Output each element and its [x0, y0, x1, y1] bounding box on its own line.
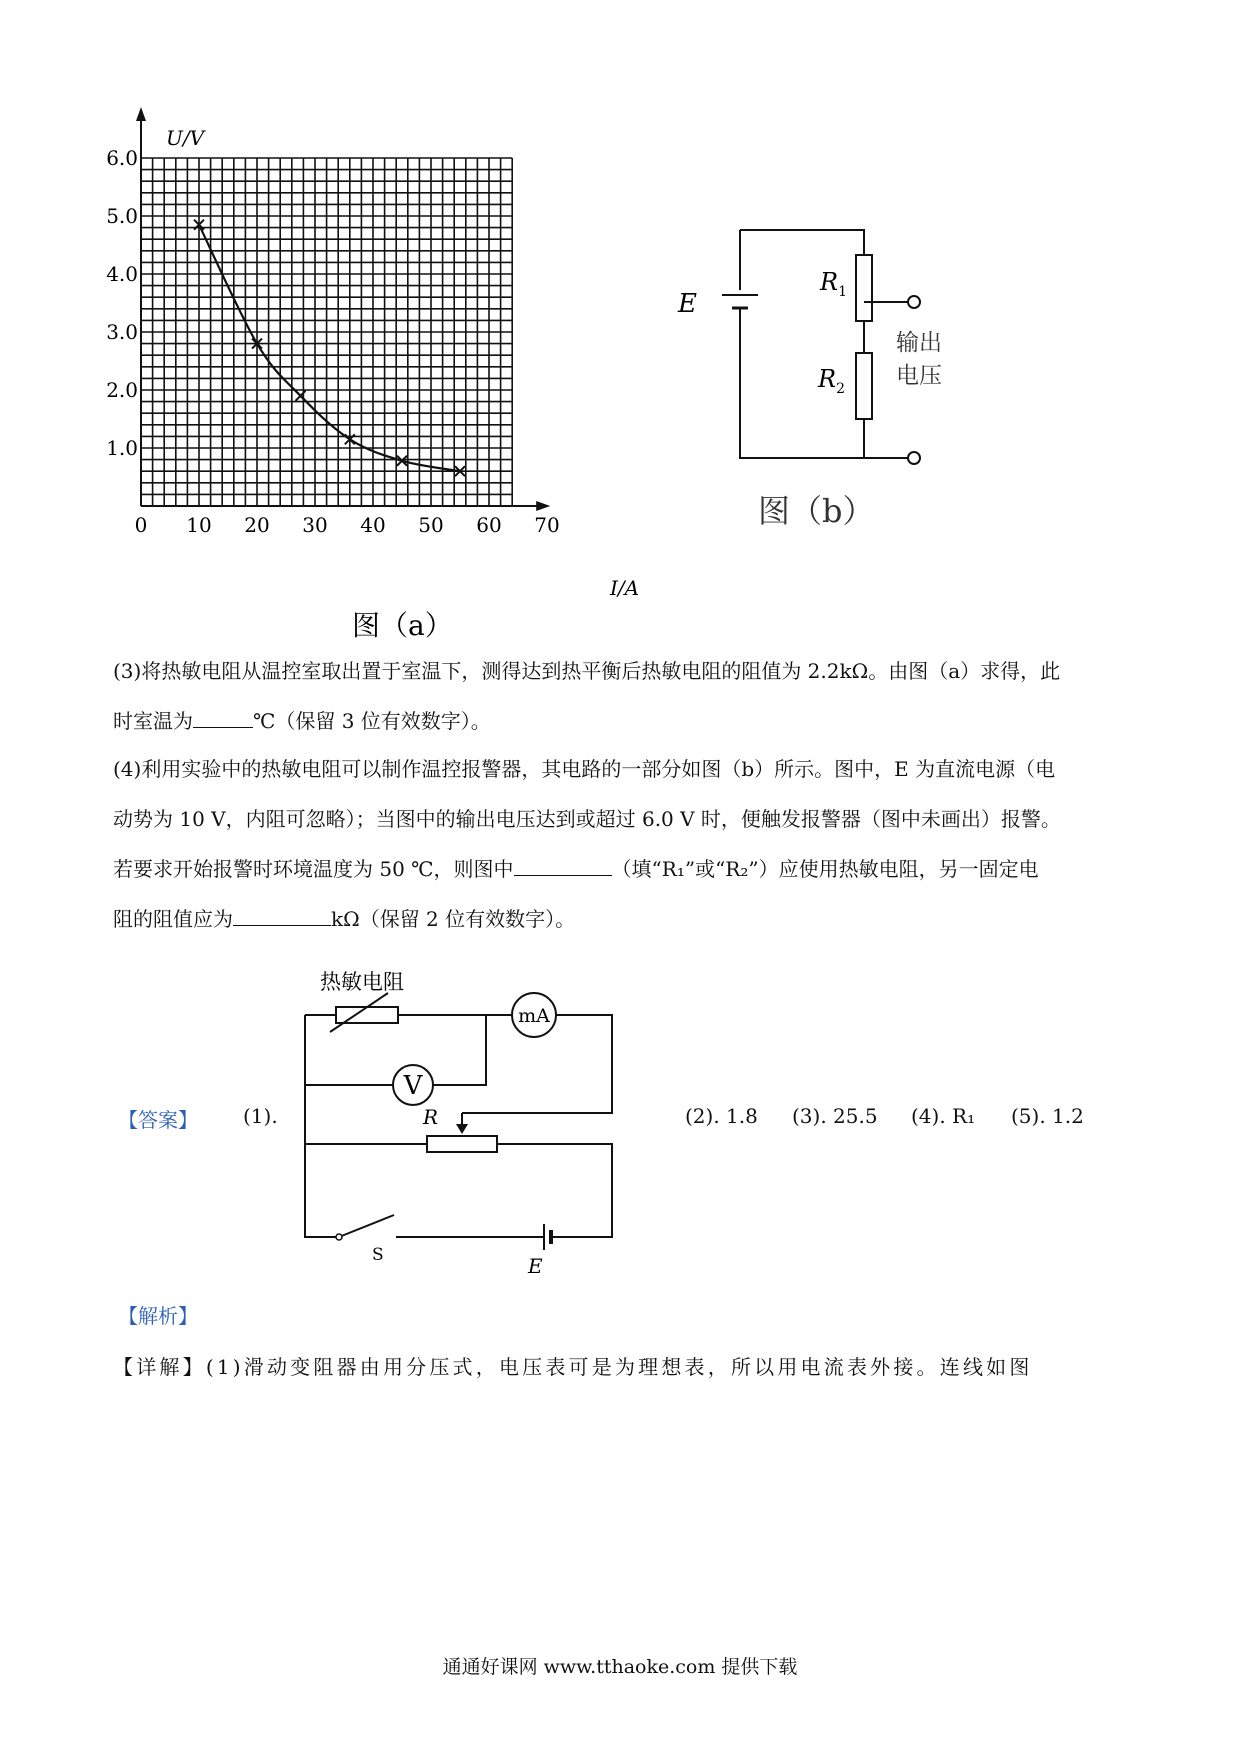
answer-item-2: (2). 1.8 — [685, 1104, 758, 1128]
x-tick-label: 50 — [418, 513, 444, 537]
x-tick-label: 70 — [534, 513, 560, 537]
y-tick-label: 5.0 — [106, 204, 138, 228]
output-label-line2: 电压 — [896, 363, 942, 389]
answer-item-5: (5). 1.2 — [1011, 1104, 1084, 1128]
rheostat — [427, 1136, 497, 1152]
r2-resistor — [856, 353, 872, 419]
switch-blade — [339, 1215, 394, 1237]
detail-text: (1)滑动变阻器由用分压式，电压表可是为理想表，所以用电流表外接。连线如图 — [205, 1355, 1033, 1379]
switch-label: S — [372, 1245, 384, 1265]
question-4-line3: 若要求开始报警时环境温度为 50 ℃，则图中 （填“R₁”或“R₂”）应使用热敏电阻，另一固定电 — [113, 857, 1039, 881]
r1-label: $R_1$ — [820, 268, 847, 300]
r1-resistor — [856, 255, 872, 321]
answer-tag: 【答案】 — [118, 1108, 198, 1132]
x-axis-arrow — [536, 501, 550, 511]
detail-tag: 【详解】 — [113, 1355, 206, 1379]
figure-b-circuit — [670, 200, 970, 540]
y-tick-label: 1.0 — [106, 436, 138, 460]
output-terminal-top — [908, 296, 920, 308]
question-3-line2: 时室温为 ℃（保留 3 位有效数字）。 — [113, 709, 491, 733]
analysis-tag: 【解析】 — [118, 1304, 198, 1328]
y-tick-label: 3.0 — [106, 320, 138, 344]
question-3 — [113, 646, 1133, 746]
r2-label: $R_2$ — [818, 365, 845, 397]
figure-a-caption: 图（a） — [352, 609, 453, 642]
question-4-line1: (4)利用实验中的热敏电阻可以制作温控报警器，其电路的一部分如图（b）所示。图中，E 为直流电源（电 — [113, 757, 1056, 781]
answer-circuit — [290, 960, 630, 1280]
thermistor-label: 热敏电阻 — [320, 970, 404, 994]
figure-b-caption: 图（b） — [758, 492, 875, 530]
ammeter-label: mA — [518, 1005, 550, 1027]
question-4-line2: 动势为 10 V，内阻可忽略）；当图中的输出电压达到或超过 6.0 V 时，便触发报警器（图中未画出）报警。 — [113, 807, 1061, 831]
battery-label: E — [528, 1254, 543, 1278]
answer-blank-4a[interactable] — [514, 855, 612, 876]
answer-blank-4b[interactable] — [233, 905, 331, 926]
rheostat-label: R — [423, 1105, 439, 1129]
answer-blank-3[interactable] — [193, 707, 253, 728]
y-tick-label: 2.0 — [106, 378, 138, 402]
answer-item-4: (4). R₁ — [911, 1104, 976, 1128]
output-terminal-bottom — [908, 452, 920, 464]
analysis-detail — [113, 1351, 1033, 1380]
x-tick-label: 40 — [360, 513, 386, 537]
x-tick-label: 0 — [134, 513, 148, 537]
answer-item-1: (1). — [243, 1104, 278, 1128]
answer-item-3: (3). 25.5 — [792, 1104, 878, 1128]
output-label-line1: 输出 — [896, 330, 942, 356]
chart-grid — [141, 158, 512, 506]
y-axis-arrow — [136, 107, 146, 121]
question-4 — [113, 744, 1133, 944]
question-3-line1: (3)将热敏电阻从温控室取出置于室温下，测得达到热平衡后热敏电阻的阻值为 2.2kΩ。由图（a）求得，此 — [113, 659, 1061, 683]
x-tick-label: 60 — [476, 513, 502, 537]
source-e-label: E — [678, 289, 697, 319]
figure-a-chart — [106, 105, 670, 645]
y-tick-label: 6.0 — [106, 146, 138, 170]
chart-series — [194, 220, 465, 477]
question-4-line4: 阻的阻值应为 kΩ（保留 2 位有效数字）。 — [113, 907, 576, 931]
voltmeter-label: V — [403, 1071, 423, 1101]
page-footer: 通通好课网 www.tthaoke.com 提供下载 — [442, 1656, 798, 1678]
x-tick-label: 30 — [302, 513, 328, 537]
thermistor-arrow — [330, 993, 388, 1032]
x-tick-label: 20 — [244, 513, 270, 537]
y-axis-label: U/V — [166, 126, 205, 150]
y-tick-label: 4.0 — [106, 262, 138, 286]
x-tick-label: 10 — [186, 513, 212, 537]
x-axis-label: I/A — [610, 576, 640, 600]
